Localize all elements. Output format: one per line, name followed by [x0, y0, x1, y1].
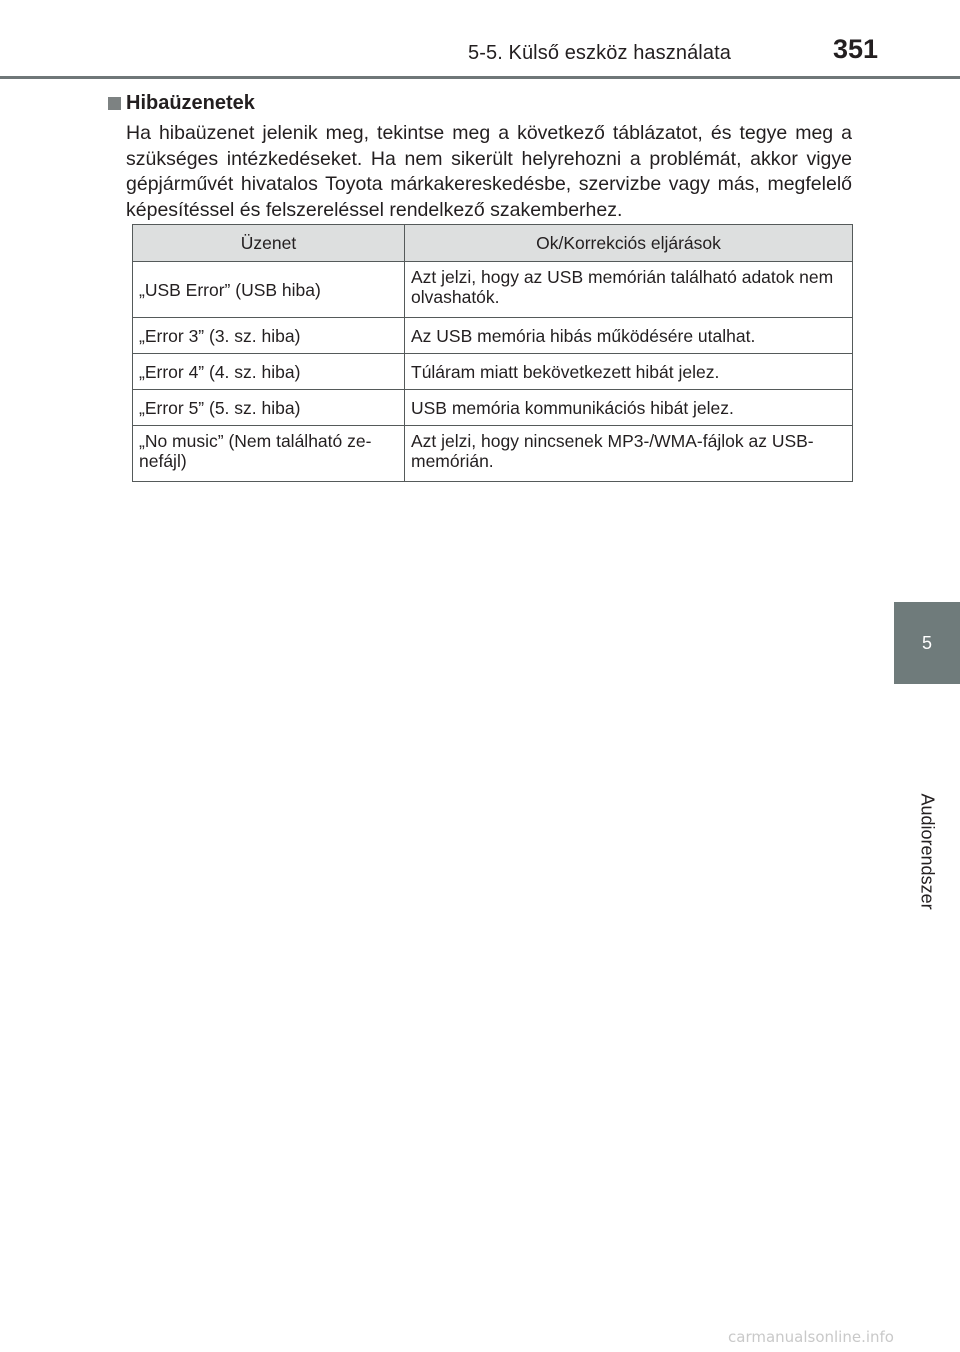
page-number: 351 [833, 34, 879, 64]
cause-cell: Azt jelzi, hogy nincsenek MP3-/WMA-fájlok az USB-memórián. [405, 426, 853, 482]
table-row [133, 426, 853, 482]
table-row [133, 354, 853, 390]
table-row [133, 318, 853, 354]
column-header-message: Üzenet [133, 225, 405, 262]
message-cell: „No music” (Nem található ze-nefájl) [133, 426, 405, 482]
table-row [133, 390, 853, 426]
error-message-table [132, 224, 853, 482]
cause-cell: Túláram miatt bekövetkezett hibát jelez. [405, 354, 853, 390]
message-cell: „Error 5” (5. sz. hiba) [133, 390, 405, 426]
chapter-number: 5 [921, 632, 932, 653]
error-messages-section [108, 92, 852, 223]
chapter-title: Audiorendszer [917, 793, 938, 910]
table-header-row [133, 225, 853, 262]
message-cell: „Error 3” (3. sz. hiba) [133, 318, 405, 354]
cause-cell: Az USB memória hibás működésére utalhat. [405, 318, 853, 354]
section-heading [108, 92, 848, 115]
table-row [133, 262, 853, 318]
footer-watermark: carmanualsonline.info [728, 1328, 894, 1346]
cause-cell: Azt jelzi, hogy az USB memórián található adatok nem olvashatók. [405, 262, 853, 318]
header-divider [0, 76, 960, 79]
column-header-cause: Ok/Korrekciós eljárások [405, 225, 853, 262]
section-title: 5-5. Külső eszköz használata [468, 42, 731, 64]
message-cell: „Error 4” (4. sz. hiba) [133, 354, 405, 390]
intro-paragraph: Ha hibaüzenet jelenik meg, tekintse meg a következő táblázatot, és tegye meg a szükséges intézkedéseket. Ha nem sikerült helyrehozni a problémát, akkor vigye gépjárművét hivatalos Toyota márkakereskedésbe, szervizbe vagy más, megfelelő képesítéssel és felszereléssel rendelkező szakemberhez. [126, 122, 852, 221]
chapter-tab [894, 602, 960, 684]
section-heading-text: Hibaüzenetek [126, 92, 255, 114]
cause-cell: USB memória kommunikációs hibát jelez. [405, 390, 853, 426]
square-bullet-icon [108, 97, 121, 110]
message-cell: „USB Error” (USB hiba) [133, 262, 405, 318]
